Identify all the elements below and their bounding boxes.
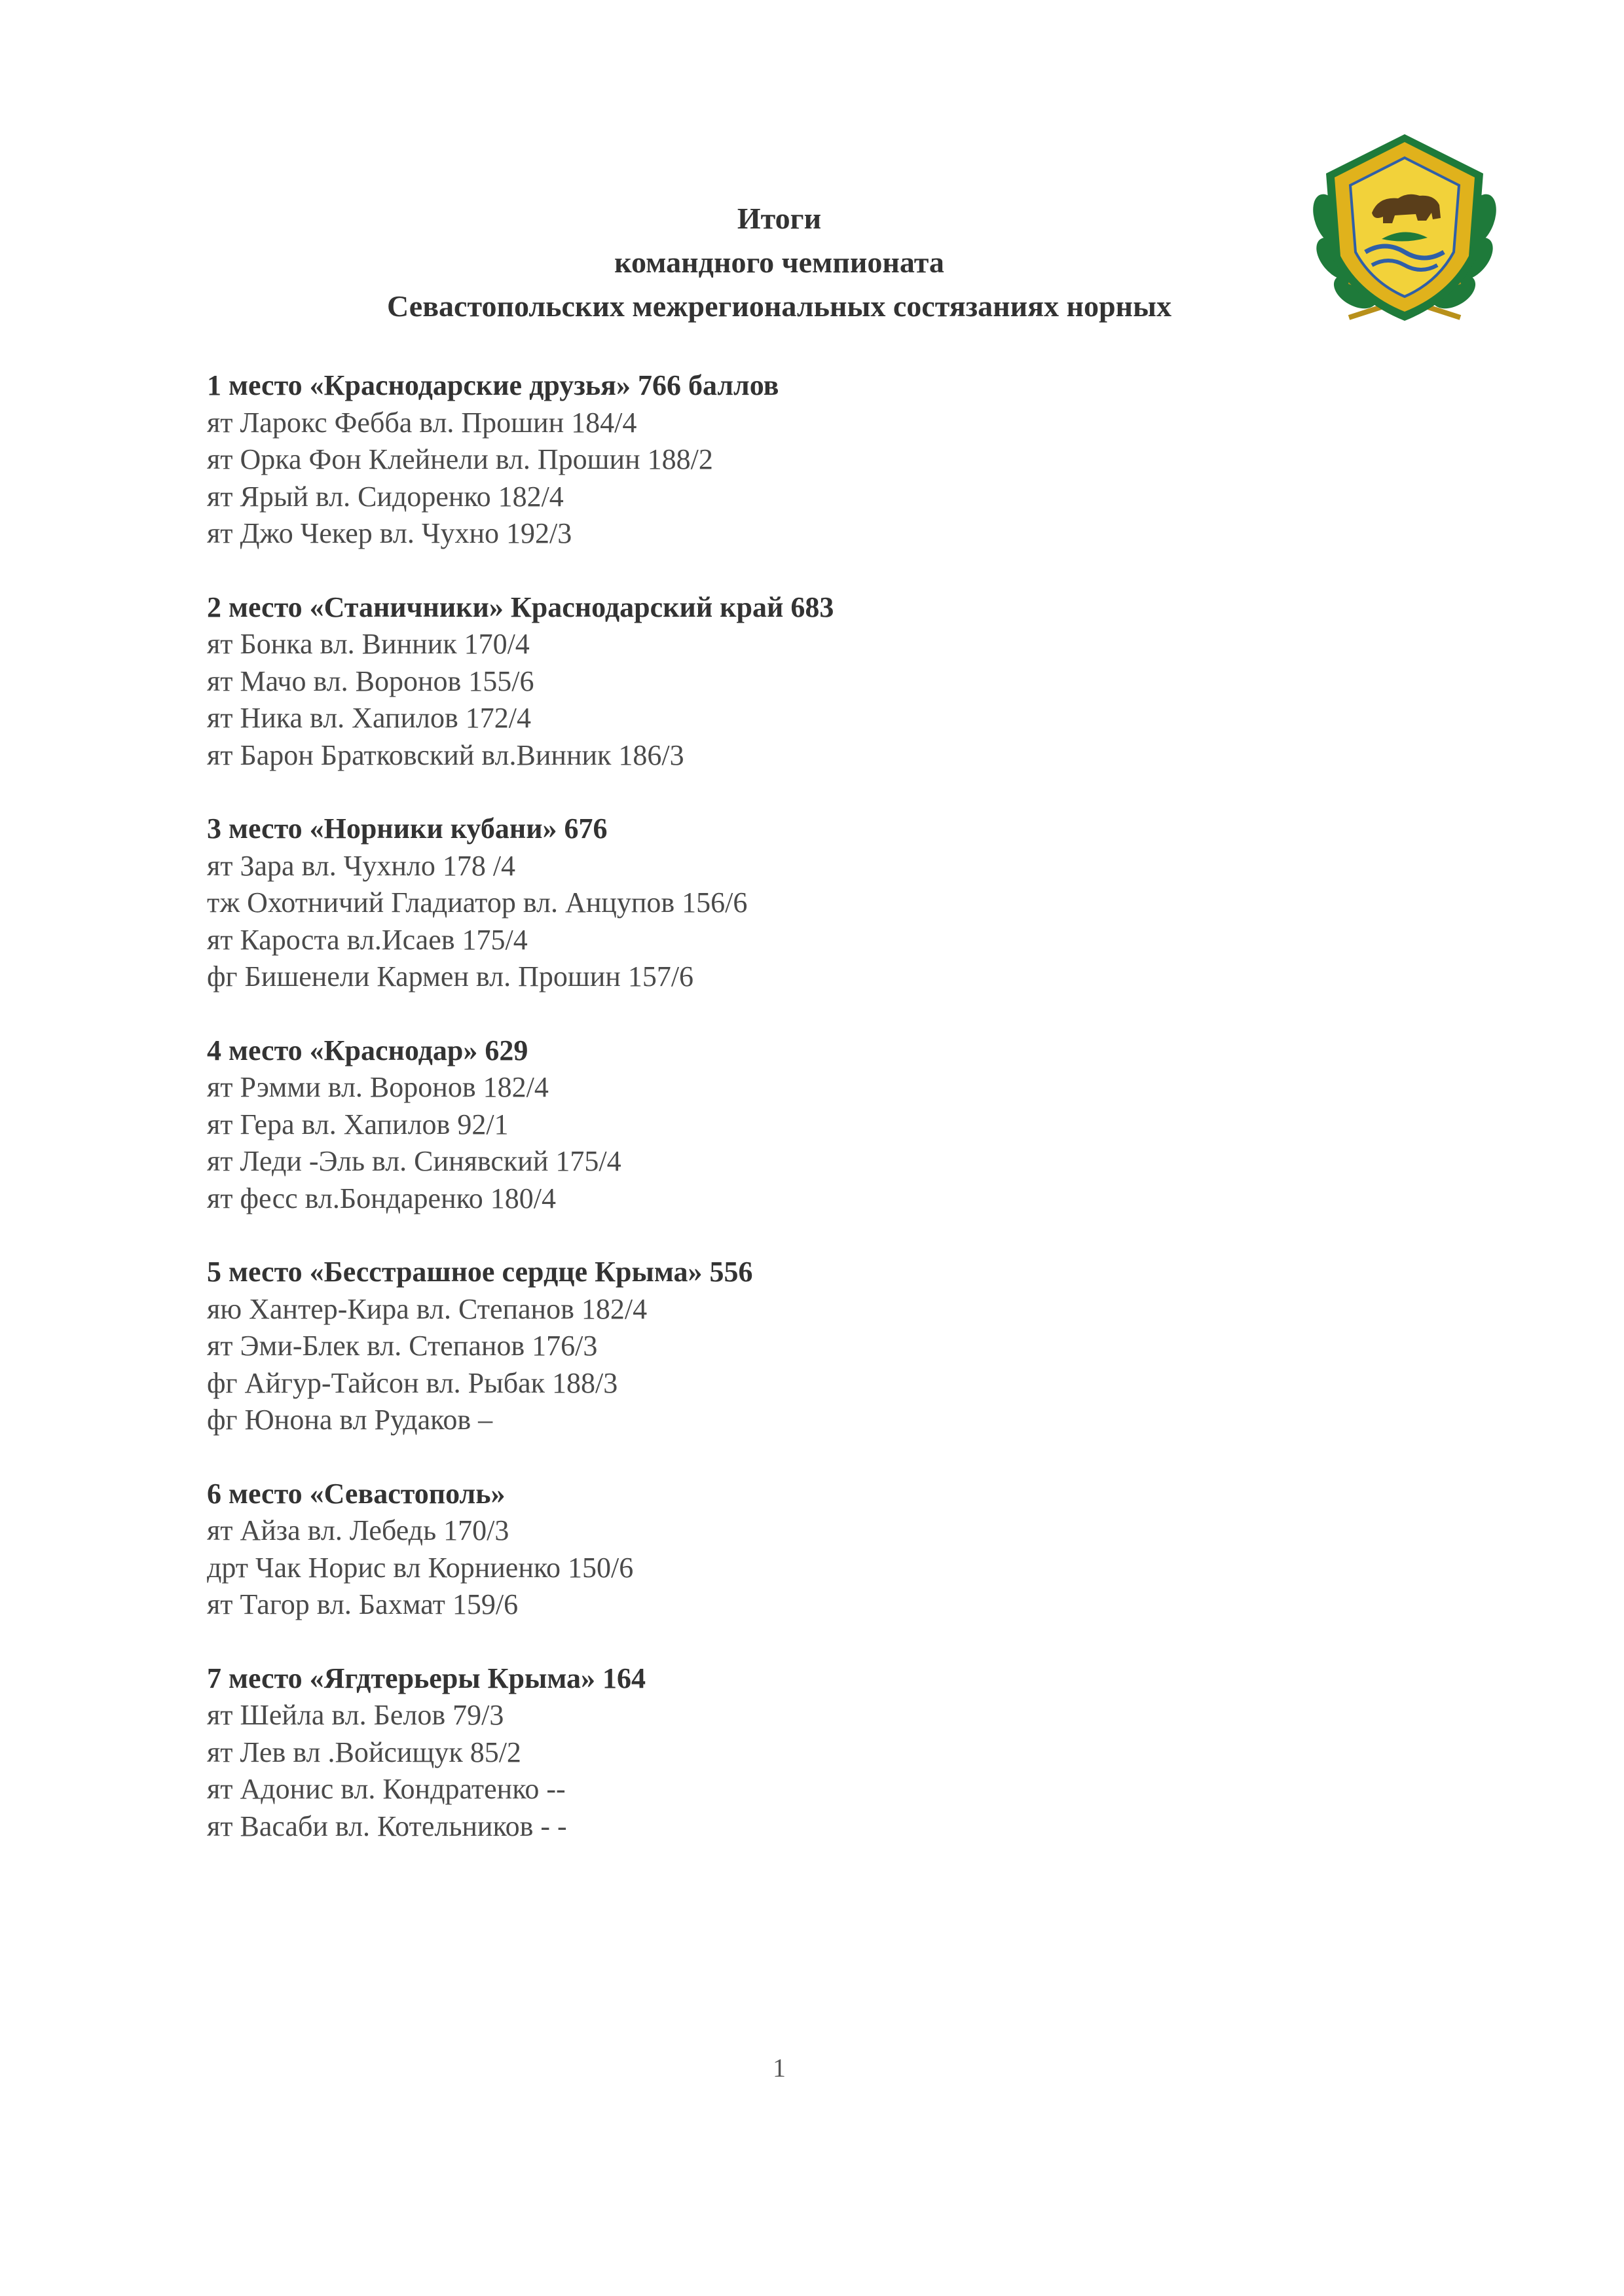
team-member: фг Бишенели Кармен вл. Прошин 157/6 [207,960,694,993]
team-member: ят фесс вл.Бондаренко 180/4 [207,1182,556,1214]
team-heading: 6 место «Севастополь» [207,1477,506,1510]
team-member: ят Бонка вл. Винник 170/4 [207,628,530,660]
team-member: ят Ларокс Феббa вл. Прошин 184/4 [207,406,637,439]
team-member: ят Айза вл. Лебедь 170/3 [207,1514,509,1546]
team-heading: 3 место «Норники кубани» 676 [207,812,608,845]
team-heading: 1 место «Краснодарские друзья» 766 баллов [207,369,779,401]
document-title [196,196,1362,328]
team-member: ят Леди -Эль вл. Синявский 175/4 [207,1145,621,1177]
team-member: ят Эми-Блек вл. Степанов 176/3 [207,1330,598,1362]
team-heading: 4 место «Краснодар» 629 [207,1034,528,1066]
team-member: ят Мачо вл. Воронов 155/6 [207,665,534,697]
team-member: ят Ярый вл. Сидоренко 182/4 [207,480,564,513]
team-member: ят Зара вл. Чухнло 178 /4 [207,849,516,882]
team-block-1 [207,367,1451,553]
team-member: ят Ника вл. Хапилов 172/4 [207,702,531,734]
team-member: ят Орка Фон Клейнели вл. Прошин 188/2 [207,443,713,475]
team-member: ят Джо Чекер вл. Чухно 192/3 [207,517,572,549]
team-member: ят Шейла вл. Белов 79/3 [207,1699,504,1731]
team-member: ят Васаби вл. Котельников - - [207,1810,567,1842]
team-member: ят Барон Братковский вл.Винник 186/3 [207,738,684,771]
team-member: тж Охотничий Гладиатор вл. Анцупов 156/6 [207,886,748,919]
title-line-3: Севастопольских межрегиональных состязаниях норных [387,289,1172,323]
team-block-3 [207,811,1451,996]
results-list [207,367,1451,1882]
team-block-2 [207,589,1451,774]
team-member: ят Лев вл .Войсищук 85/2 [207,1736,521,1768]
team-member: фг Айгур-Тайсон вл. Рыбак 188/3 [207,1366,618,1399]
team-heading: 5 место «Бесстрашное сердце Крыма» 556 [207,1256,753,1288]
team-member: ят Адонис вл. Кондратенко -- [207,1773,566,1805]
team-member: ят Тагор вл. Бахмат 159/6 [207,1588,519,1620]
team-member: ят Гера вл. Хапилов 92/1 [207,1108,509,1140]
association-emblem-icon [1310,128,1500,331]
emblem-svg [1310,128,1500,331]
team-block-6 [207,1476,1451,1624]
page-number: 1 [773,2053,786,2083]
team-block-4 [207,1032,1451,1218]
team-member: фг Юнона вл Рудаков – [207,1404,493,1436]
team-heading: 2 место «Станичники» Краснодарский край 683 [207,591,834,623]
team-member: дрт Чак Норис вл Корниенко 150/6 [207,1551,634,1584]
team-member: ят Кароста вл.Исаев 175/4 [207,923,528,956]
team-member: яю Хантер-Кира вл. Степанов 182/4 [207,1292,648,1325]
team-member: ят Рэмми вл. Воронов 182/4 [207,1071,549,1103]
title-line-1: Итоги [737,202,822,235]
team-block-7 [207,1660,1451,1846]
team-block-5 [207,1254,1451,1439]
title-line-2: командного чемпионата [614,246,944,279]
team-heading: 7 место «Ягдтерьеры Крыма» 164 [207,1662,646,1694]
